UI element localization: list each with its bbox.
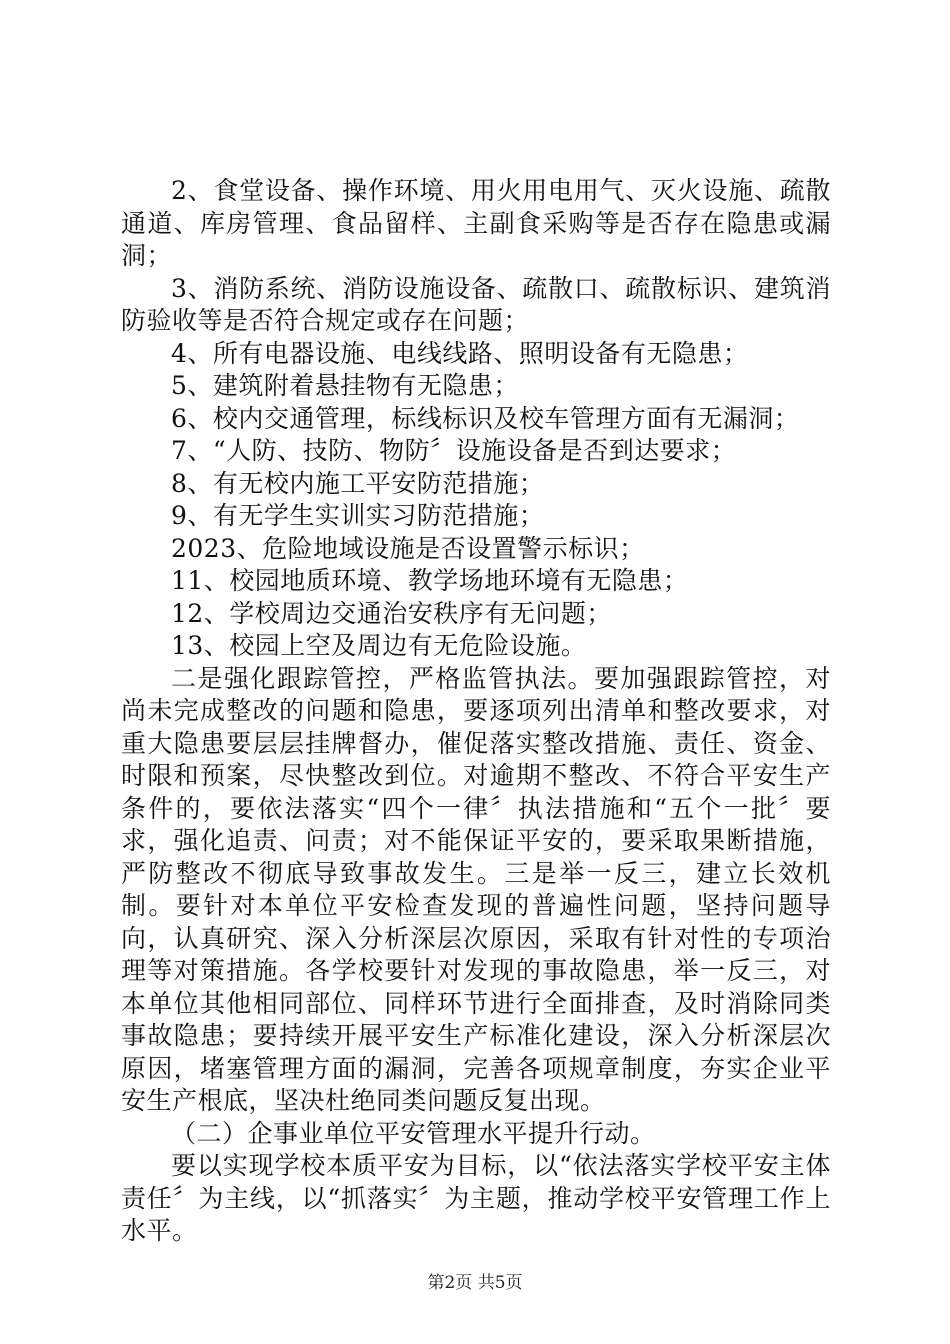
list-item: 2023、危险地域设施是否设置警示标识； (171, 533, 645, 563)
list-item: 2、食堂设备、操作环境、用火用电用气、灭火设施、疏散通道、库房管理、食品留样、主副食采购等是否存在隐患或漏洞； (121, 176, 831, 270)
page-footer (0, 1273, 950, 1293)
list-item: 8、有无校内施工平安防范措施； (171, 468, 545, 498)
section-heading: （二）企事业单位平安管理水平提升行动。 (171, 1118, 656, 1148)
list-item: 6、校内交通管理，标线标识及校车管理方面有无漏洞； (171, 403, 800, 433)
body-paragraph: 要以实现学校本质平安为目标，以“依法落实学校平安主体责任〞为主线，以“抓落实〞为主题，推动学校平安管理工作上水平。 (121, 1151, 831, 1245)
list-item: 7、“人防、技防、物防〞设施设备是否到达要求； (171, 436, 737, 465)
list-item: 13、校园上空及周边有无危险设施。 (171, 631, 587, 660)
list-item: 3、消防系统、消防设施设备、疏散口、疏散标识、建筑消防验收等是否符合规定或存在问题； (121, 273, 831, 335)
list-item: 11、校园地质环境、教学场地环境有无隐患； (171, 566, 689, 595)
list-item: 9、有无学生实训实习防范措施； (171, 501, 545, 530)
document-body (121, 175, 831, 1248)
body-paragraph: 二是强化跟踪管控，严格监管执法。要加强跟踪管控，对尚未完成整改的问题和隐患，要逐项列出清单和整改要求，对重大隐患要层层挂牌督办，催促落实整改措施、责任、资金、时限和预案，尽快整改到位。对逾期不整改、不符合平安生产条件的，要依法落实“四个一律〞执法措施和“五个一批〞要求，强化追责、问责；对不能保证平安的，要采取果断措施，严防整改不彻底导致事故发生。三是举一反三，建立长效机制。要针对本单位平安检查发现的普遍性问题，坚持问题导向，认真研究、深入分析深层次原因，采取有针对性的专项治理等对策措施。各学校要针对发现的事故隐患，举一反三，对本单位其他相同部位、同样环节进行全面排查，及时消除同类事故隐患；要持续开展平安生产标准化建设，深入分析深层次原因，堵塞管理方面的漏洞，完善各项规章制度，夯实企业平安生产根底，坚决杜绝同类问题反复出现。 (121, 663, 831, 1115)
list-item: 12、学校周边交通治安秩序有无问题； (171, 598, 612, 628)
list-item: 4、所有电器设施、电线线路、照明设备有无隐患； (171, 338, 749, 368)
page-number: 第2页 共5页 (427, 1273, 523, 1293)
list-item: 5、建筑附着悬挂物有无隐患； (171, 371, 519, 400)
